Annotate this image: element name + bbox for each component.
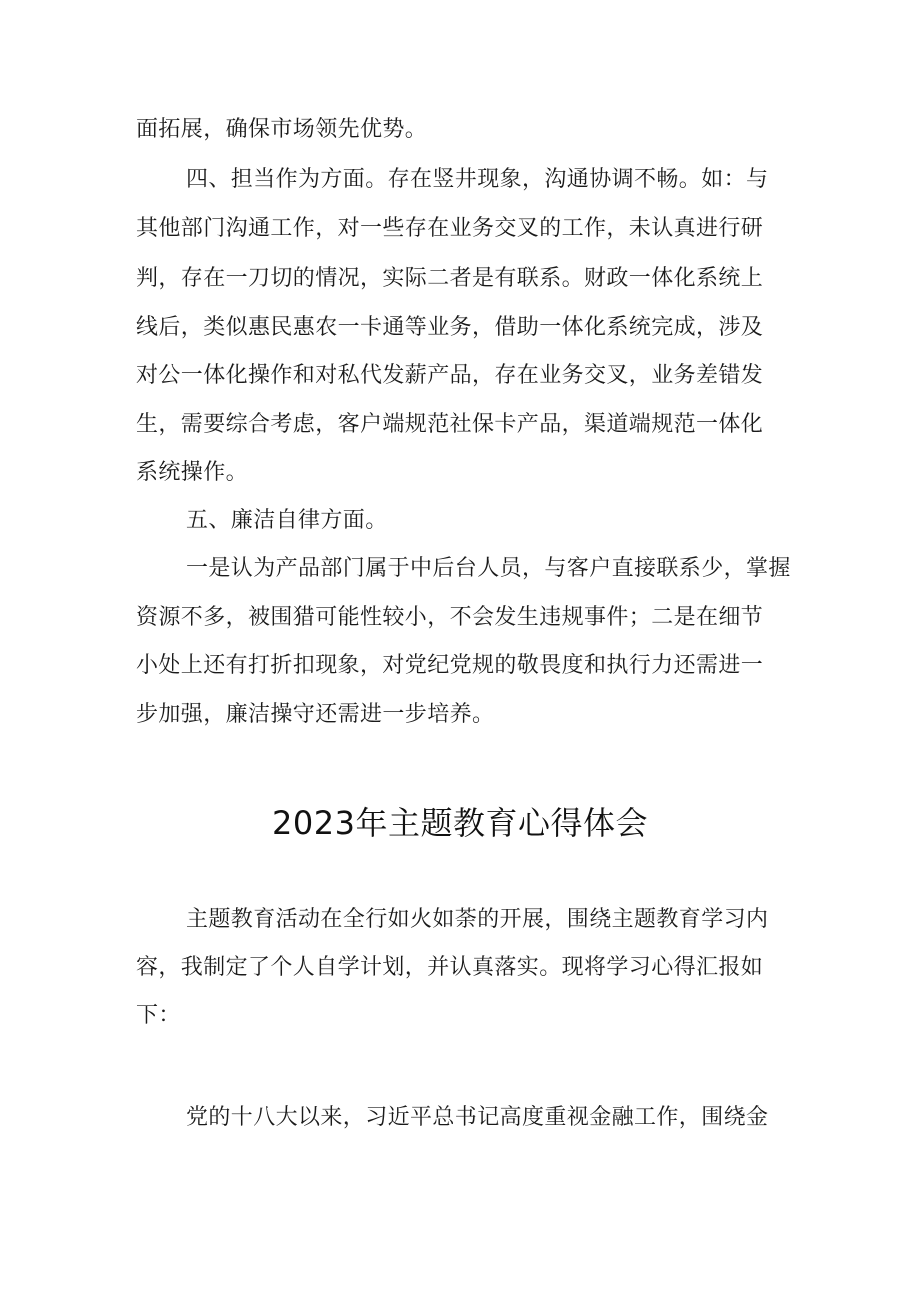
paragraph-line: 生，需要综合考虑，客户端规范社保卡产品，渠道端规范一体化 bbox=[136, 412, 764, 437]
paragraph-line: 党的十八大以来，习近平总书记高度重视金融工作，围绕金 bbox=[186, 1105, 769, 1130]
paragraph-line: 步加强，廉洁操守还需进一步培养。 bbox=[136, 702, 495, 727]
paragraph-line: 主题教育活动在全行如火如荼的开展，围绕主题教育学习内 bbox=[186, 907, 769, 932]
paragraph-line: 其他部门沟通工作，对一些存在业务交叉的工作，未认真进行研 bbox=[136, 216, 764, 241]
section-four-first-line bbox=[186, 165, 796, 195]
line-text: 四、担当作为方面。存在竖井现象，沟通协调不畅。如：与 bbox=[186, 167, 769, 192]
paragraph-line: 容，我制定了个人自学计划，并认真落实。现将学习心得汇报如 bbox=[136, 955, 764, 980]
paragraph-line: 判，存在一刀切的情况，实际二者是有联系。财政一体化系统上 bbox=[136, 266, 764, 291]
section-five-heading: 五、廉洁自律方面。 bbox=[186, 508, 388, 533]
paragraph-line: 小处上还有打折扣现象，对党纪党规的敬畏度和执行力还需进一 bbox=[136, 653, 764, 678]
paragraph-line: 面拓展，确保市场领先优势。 bbox=[136, 117, 428, 142]
document-title: 2023年主题教育心得体会 bbox=[272, 804, 648, 842]
paragraph-line: 资源不多，被围猎可能性较小，不会发生违规事件；二是在细节 bbox=[136, 605, 764, 630]
paragraph-line: 线后，类似惠民惠农一卡通等业务，借助一体化系统完成，涉及 bbox=[136, 315, 764, 340]
paragraph-line: 对公一体化操作和对私代发薪产品，存在业务交叉，业务差错发 bbox=[136, 363, 764, 388]
paragraph-line: 一是认为产品部门属于中后台人员，与客户直接联系少，掌握 bbox=[186, 556, 791, 581]
paragraph-line: 系统操作。 bbox=[136, 460, 249, 485]
paragraph-line: 下： bbox=[136, 1003, 181, 1028]
